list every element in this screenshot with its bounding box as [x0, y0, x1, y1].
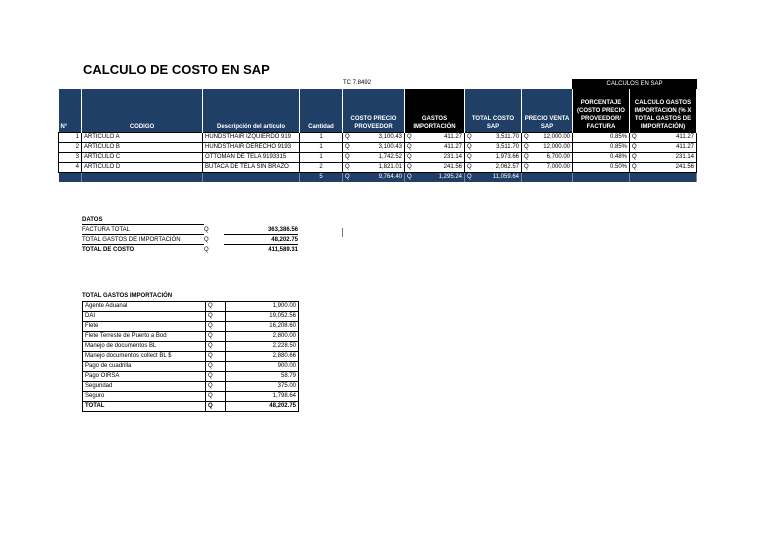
costo-proveedor-cell [343, 163, 405, 173]
currency-symbol: Q [524, 134, 529, 140]
table-row [59, 163, 697, 173]
currency-symbol: Q [206, 392, 226, 402]
gastos-row [83, 332, 299, 342]
total-costo-sap-cell [465, 143, 522, 153]
porcentaje: 0.85% [573, 133, 630, 143]
gastos-importacion: 411.27 [444, 134, 462, 140]
currency-symbol: Q [345, 134, 350, 140]
total-costo-sap: 3,511.70 [496, 144, 519, 150]
currency-symbol: Q [204, 237, 209, 243]
currency-symbol: Q [206, 342, 226, 352]
gastos-header: TOTAL GASTOS IMPORTACIÓN [82, 293, 173, 299]
gastos-label: DAI [83, 312, 206, 322]
total-costo-sap: 11,059.64 [492, 174, 519, 180]
gastos-amount: 375.00 [226, 382, 299, 392]
gastos-label: Pago OIRSA [83, 372, 206, 382]
calculo-gastos: 411.27 [676, 134, 694, 140]
currency-symbol: Q [345, 164, 350, 170]
porcentaje: 0.50% [573, 163, 630, 173]
gastos-row [83, 312, 299, 322]
datos-section [82, 217, 298, 255]
gastos-amount: 2,880.66 [226, 352, 299, 362]
costo-proveedor-cell [343, 133, 405, 143]
currency-symbol: Q [632, 144, 637, 150]
gastos-row [83, 382, 299, 392]
precio-venta-sap: 6,700.00 [546, 154, 570, 160]
cantidad: 2 [300, 163, 343, 173]
col-header-num: N° [59, 89, 82, 133]
currency-symbol: Q [206, 332, 226, 342]
currency-symbol: Q [467, 164, 472, 170]
currency-symbol: Q [632, 164, 637, 170]
costo-proveedor: 1,821.01 [378, 164, 402, 170]
currency-symbol: Q [206, 322, 226, 332]
calculo-gastos: 411.27 [676, 144, 694, 150]
gastos-label: Flete Terreste de Puerto a Bod [83, 332, 206, 342]
calculo-gastos-cell [630, 153, 697, 163]
currency-symbol: Q [467, 144, 472, 150]
gastos-importacion: 241.56 [443, 164, 462, 170]
total-costo-proveedor: 9,764.40 [378, 174, 402, 180]
datos-row [82, 225, 298, 235]
precio-venta-sap: 12,000.00 [543, 134, 570, 140]
col-header-descripcion: Descripción del artículo [203, 89, 300, 133]
row-number: 2 [59, 143, 82, 153]
costo-proveedor-cell [343, 143, 405, 153]
datos-label: TOTAL DE COSTO [82, 247, 135, 253]
precio-venta-sap-cell [522, 163, 573, 173]
costo-proveedor: 3,100.43 [378, 134, 402, 140]
currency-symbol: Q [345, 144, 350, 150]
gastos-label: Manejo de documentos BL [83, 342, 206, 352]
descripcion: HUNDSTHAIR IZQUIERDO 919 [203, 133, 300, 143]
currency-symbol: Q [632, 134, 637, 140]
precio-venta-sap-cell [522, 143, 573, 153]
porcentaje: 0.48% [573, 153, 630, 163]
gastos-label: Seguro [83, 392, 206, 402]
datos-row [82, 235, 298, 245]
gastos-section [82, 291, 299, 412]
col-header-precio-venta: PRECIO VENTA SAP [522, 89, 573, 133]
col-header-gastos: GASTOS IMPORTACIÓN [405, 89, 465, 133]
gastos-importacion-cell [405, 163, 465, 173]
gastos-total-label: TOTAL [83, 402, 206, 412]
currency-symbol: Q [524, 144, 529, 150]
gastos-amount: 2,228.50 [226, 342, 299, 352]
gastos-total-amount: 48,202.75 [226, 402, 299, 412]
datos-amount: 48,202.75 [224, 235, 298, 245]
currency-symbol: Q [467, 134, 472, 140]
datos-label: TOTAL GASTOS DE IMPORTACIÓN [82, 235, 204, 245]
col-header-porcentaje: PORCENTAJE (COSTO PRECIO PROVEEDOR/ FACTURA [573, 89, 630, 133]
gastos-importacion-cell [405, 143, 465, 153]
currency-symbol: Q [206, 302, 226, 312]
gastos-table [82, 301, 299, 412]
gastos-label: Agente Aduanal [83, 302, 206, 312]
gastos-amount: 900.00 [226, 362, 299, 372]
codigo: ARTICULO C [82, 153, 203, 163]
porcentaje: 0.85% [573, 143, 630, 153]
table-row [59, 143, 697, 153]
currency-symbol: Q [345, 154, 350, 160]
gastos-importacion-cell [405, 153, 465, 163]
total-gastos: 1,295.24 [438, 174, 462, 180]
currency-symbol: Q [345, 174, 350, 180]
total-cantidad: 5 [300, 173, 343, 183]
gastos-importacion: 411.27 [444, 144, 462, 150]
gastos-amount: 1,798.64 [226, 392, 299, 402]
currency-symbol: Q [206, 372, 226, 382]
totals-row [59, 173, 697, 183]
datos-amount: 411,589.31 [268, 247, 298, 253]
costo-proveedor: 3,100.43 [378, 144, 402, 150]
codigo: ARTICULO B [82, 143, 203, 153]
total-costo-sap-cell [465, 133, 522, 143]
datos-label: FACTURA TOTAL [82, 225, 204, 235]
gastos-row [83, 372, 299, 382]
col-header-total-costo: TOTAL COSTO SAP [465, 89, 522, 133]
currency-symbol: Q [407, 134, 412, 140]
currency-symbol: Q [206, 382, 226, 392]
codigo: ARTICULO D [82, 163, 203, 173]
datos-row [82, 245, 298, 255]
gastos-total-row [83, 402, 299, 412]
gastos-amount: 58.79 [226, 372, 299, 382]
gastos-label: Pago de cuadrilla [83, 362, 206, 372]
currency-symbol: Q [467, 154, 472, 160]
cantidad: 1 [300, 133, 343, 143]
table-row [59, 133, 697, 143]
calculo-gastos-cell [630, 133, 697, 143]
gastos-row [83, 322, 299, 332]
sap-calculations-header: CALCULOS EN SAP [572, 79, 697, 89]
currency-symbol: Q [632, 154, 637, 160]
gastos-amount: 1,900.00 [226, 302, 299, 312]
cantidad: 1 [300, 153, 343, 163]
gastos-label: Manejo documentos collect BL $ [83, 352, 206, 362]
precio-venta-sap: 12,000.00 [543, 144, 570, 150]
precio-venta-sap-cell [522, 133, 573, 143]
costo-proveedor: 1,742.52 [378, 154, 402, 160]
gastos-importacion-cell [405, 133, 465, 143]
total-costo-sap: 1,973.66 [495, 154, 519, 160]
calculo-gastos-cell [630, 163, 697, 173]
gastos-amount: 19,052.56 [226, 312, 299, 322]
gastos-label: Flete [83, 322, 206, 332]
col-header-calculo-gastos: CALCULO GASTOS IMPORTACION (% X TOTAL GASTOS DE IMPORTACIÓN) [630, 89, 697, 133]
row-number: 1 [59, 133, 82, 143]
table-row [59, 153, 697, 163]
datos-amount: 363,386.56 [224, 225, 298, 235]
currency-symbol: Q [407, 144, 412, 150]
page-title: CALCULO DE COSTO EN SAP [83, 62, 270, 77]
codigo: ARTICULO A [82, 133, 203, 143]
currency-symbol: Q [206, 312, 226, 322]
row-number: 4 [59, 163, 82, 173]
gastos-amount: 2,800.00 [226, 332, 299, 342]
exchange-rate-label: TC 7.8492 [343, 80, 372, 86]
currency-symbol: Q [524, 154, 529, 160]
row-number: 3 [59, 153, 82, 163]
currency-symbol: Q [204, 247, 209, 253]
col-header-cantidad: Cantidad [300, 89, 343, 133]
currency-symbol: Q [407, 154, 412, 160]
gastos-row [83, 342, 299, 352]
currency-symbol: Q [204, 227, 209, 233]
currency-symbol: Q [206, 352, 226, 362]
precio-venta-sap-cell [522, 153, 573, 163]
total-costo-sap: 3,511.70 [496, 134, 519, 140]
total-costo-sap-cell [465, 163, 522, 173]
descripcion: OTTOMAN DE TELA 9193315 [203, 153, 300, 163]
currency-symbol: Q [206, 402, 226, 412]
currency-symbol: Q [467, 174, 472, 180]
costo-proveedor-cell [343, 153, 405, 163]
cost-table [58, 89, 697, 182]
gastos-row [83, 362, 299, 372]
total-costo-sap-cell [465, 153, 522, 163]
gastos-row [83, 302, 299, 312]
calculo-gastos: 241.56 [675, 164, 694, 170]
gastos-row [83, 352, 299, 362]
gastos-row [83, 392, 299, 402]
gastos-label: Seguridad [83, 382, 206, 392]
currency-symbol: Q [206, 362, 226, 372]
currency-symbol: Q [407, 164, 412, 170]
cantidad: 1 [300, 143, 343, 153]
currency-symbol: Q [407, 174, 412, 180]
datos-header: DATOS [82, 217, 204, 225]
col-header-costo: COSTO PRECIO PROVEEDOR [343, 89, 405, 133]
calculo-gastos-cell [630, 143, 697, 153]
currency-symbol: Q [524, 164, 529, 170]
calculo-gastos: 231.14 [675, 154, 694, 160]
total-costo-sap: 2,062.57 [495, 164, 519, 170]
descripcion: BUTACA DE TELA SIN BRAZO [203, 163, 300, 173]
cell-cursor [342, 228, 343, 237]
col-header-codigo: CODIGO [82, 89, 203, 133]
gastos-importacion: 231.14 [443, 154, 462, 160]
gastos-amount: 16,208.60 [226, 322, 299, 332]
descripcion: HUNDSTHAIR DERECHO 9193 [203, 143, 300, 153]
precio-venta-sap: 7,000.00 [546, 164, 570, 170]
